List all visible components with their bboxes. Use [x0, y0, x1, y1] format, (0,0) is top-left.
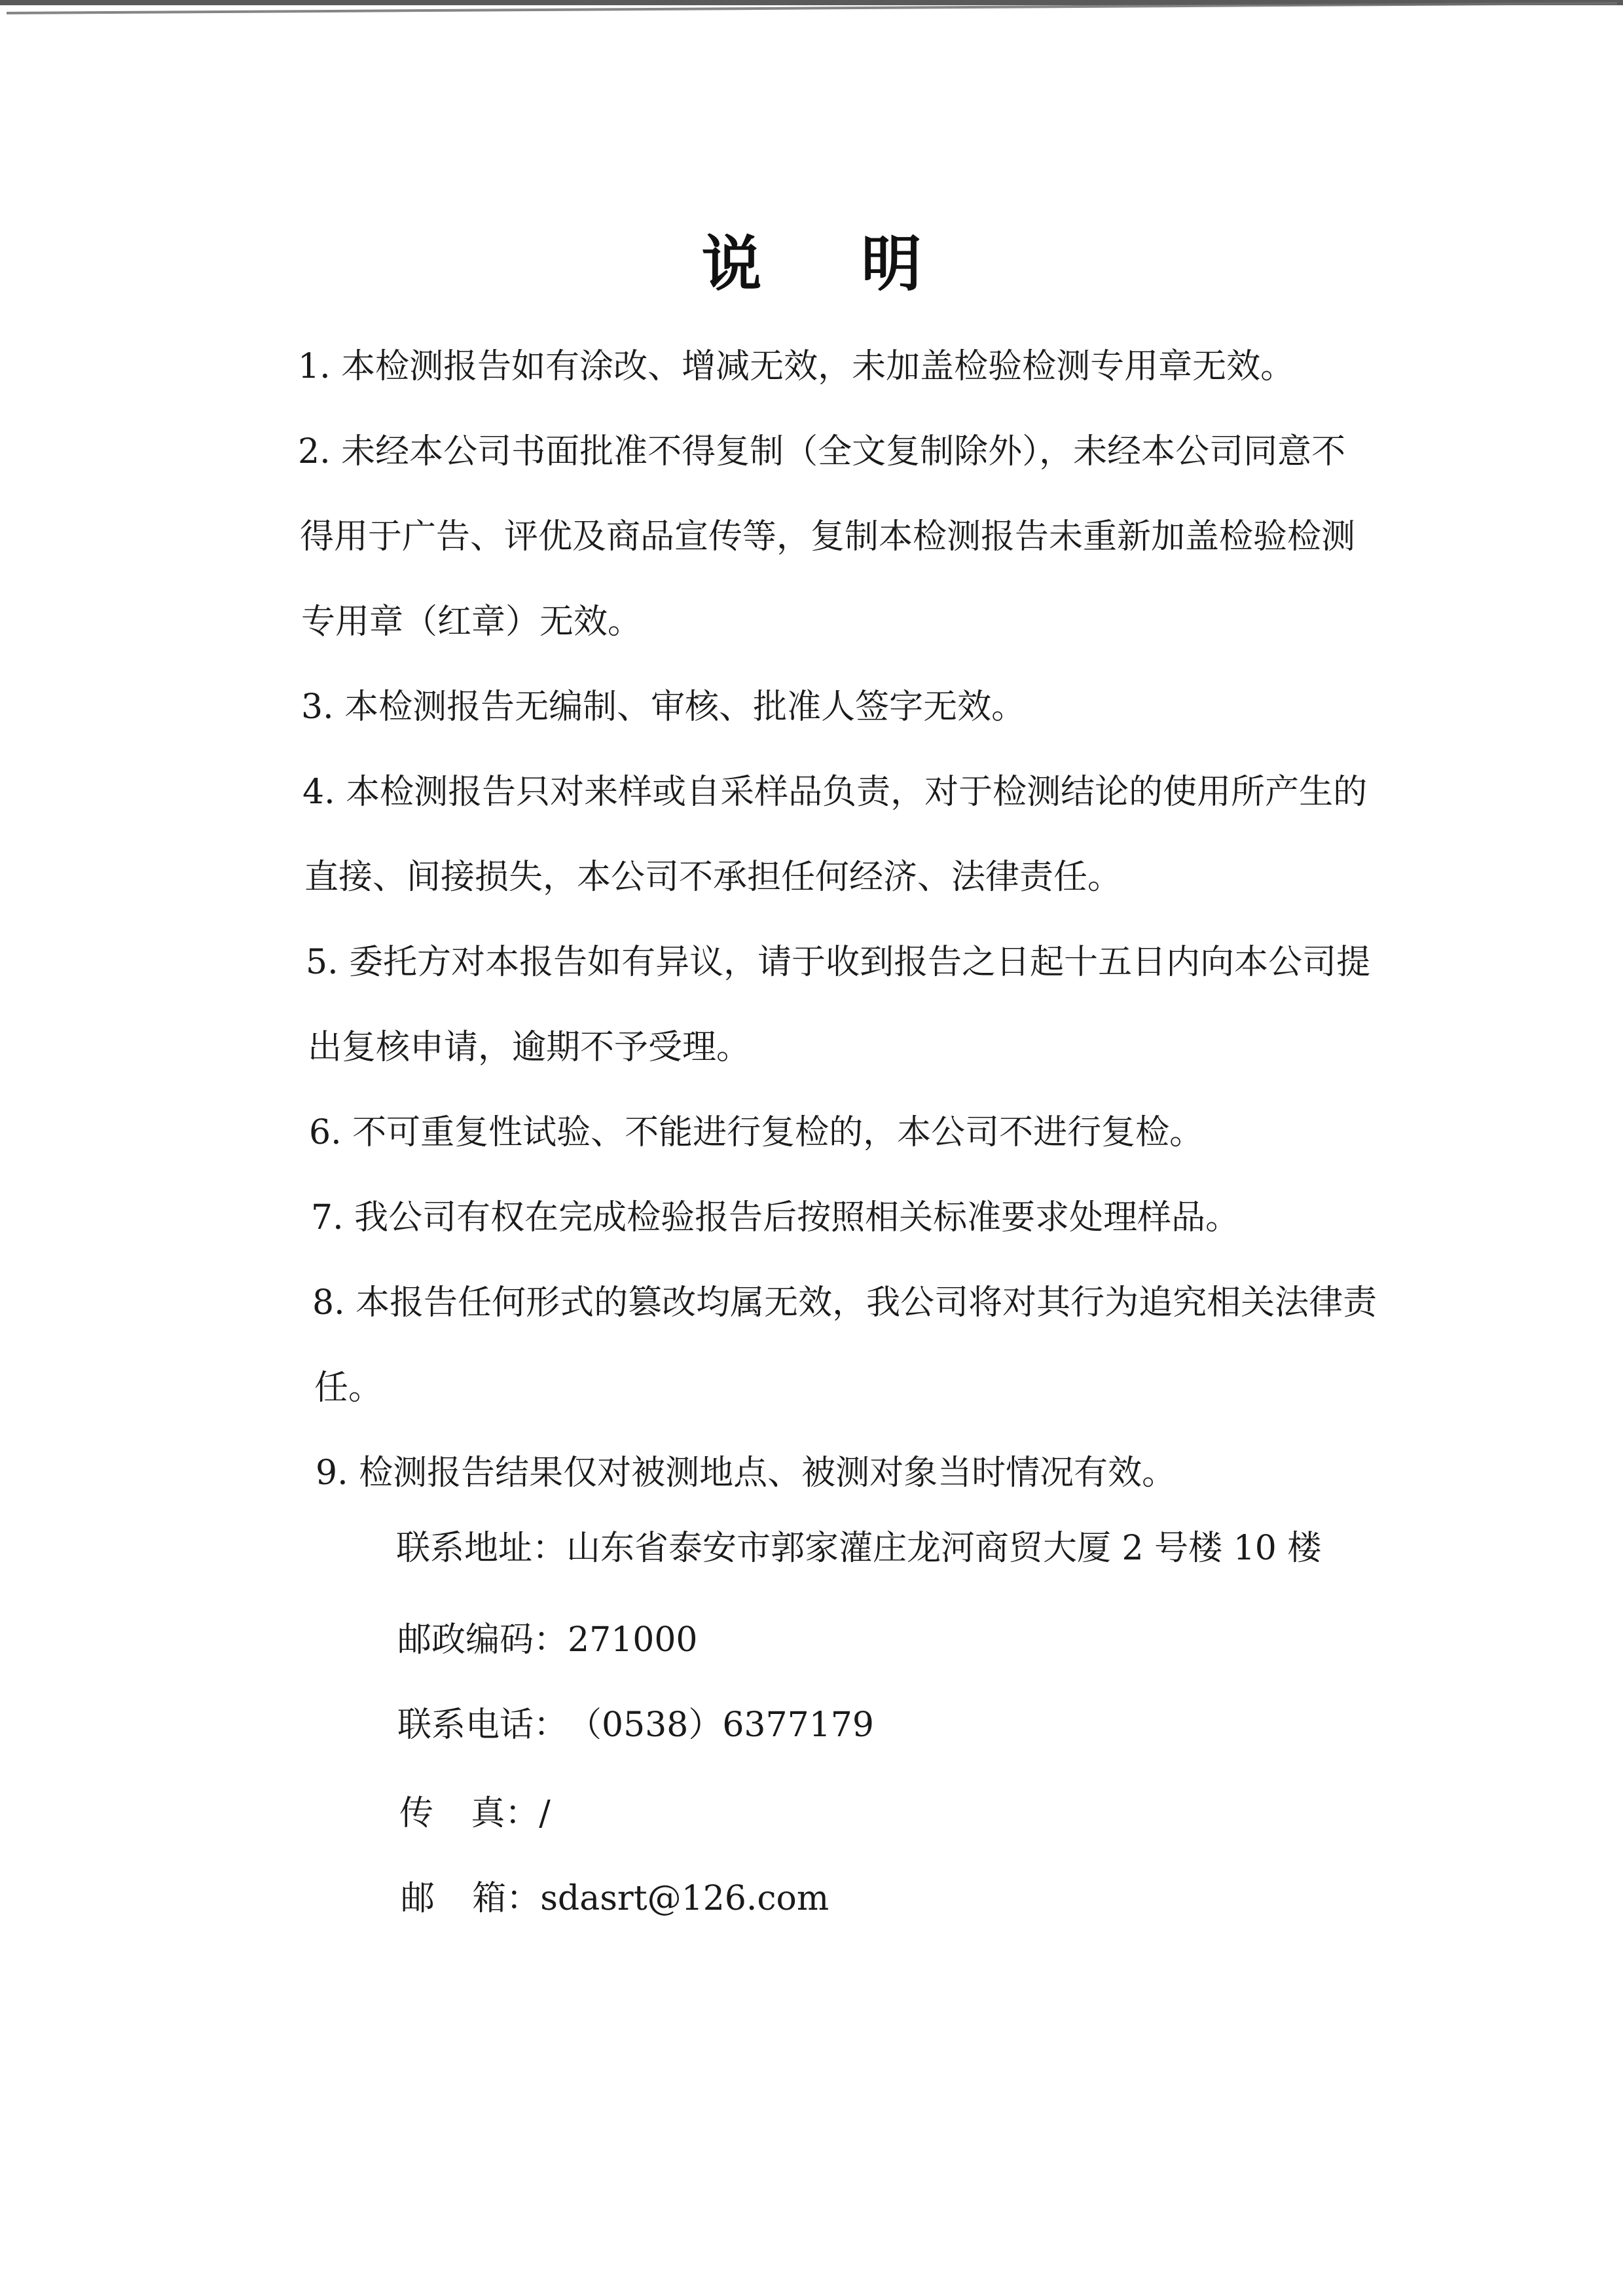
item-1-line-1 — [298, 347, 1294, 386]
contact-fax — [399, 1794, 551, 1833]
phone-value: （0538）6377179 — [568, 1705, 874, 1745]
item-number: 7. — [311, 1198, 344, 1237]
email-label-2: 箱： — [472, 1879, 541, 1918]
item-4-line-1 — [302, 773, 1367, 812]
item-text: 本报告任何形式的篡改均属无效，我公司将对其行为追究相关法律责 — [356, 1283, 1377, 1322]
item-2-line-2: 得用于广告、评优及商品宣传等，复制本检测报告未重新加盖检验检测 — [300, 517, 1356, 556]
item-text: 未经本公司书面批准不得复制（全文复制除外），未经本公司同意不 — [341, 432, 1346, 471]
phone-label: 联系电话： — [397, 1705, 568, 1745]
contact-email — [401, 1879, 829, 1918]
item-text: 不可重复性试验、不能进行复检的，本公司不进行复检。 — [352, 1113, 1204, 1152]
item-4-line-2: 直接、间接损失，本公司不承担任何经济、法律责任。 — [304, 858, 1122, 897]
item-2-line-3: 专用章（红章）无效。 — [301, 602, 642, 642]
fax-label-2: 真： — [471, 1794, 539, 1833]
page-title: 说 明 — [701, 229, 961, 299]
postcode-label: 邮政编码： — [397, 1620, 568, 1660]
fax-value: / — [539, 1794, 551, 1833]
item-number: 2. — [298, 432, 331, 471]
item-2-line-1 — [298, 432, 1345, 471]
item-text: 检测报告结果仅对被测地点、被测对象当时情况有效。 — [359, 1453, 1176, 1493]
item-number: 9. — [316, 1453, 348, 1493]
item-text: 本检测报告无编制、审核、批准人签字无效。 — [344, 687, 1026, 727]
postcode-value: 271000 — [568, 1620, 698, 1660]
item-text: 我公司有权在完成检验报告后按照相关标准要求处理样品。 — [354, 1198, 1240, 1237]
item-text: 本检测报告只对来样或自采样品负责，对于检测结论的使用所产生的 — [346, 773, 1368, 812]
item-number: 3. — [301, 687, 334, 727]
item-6-line-1 — [309, 1113, 1203, 1152]
item-3-line-1 — [301, 687, 1025, 727]
contact-address — [396, 1529, 1321, 1568]
item-5-line-1 — [306, 943, 1370, 982]
contact-postcode — [397, 1620, 698, 1660]
contact-phone — [397, 1705, 874, 1745]
item-8-line-1 — [312, 1283, 1377, 1322]
email-label-1: 邮 — [401, 1879, 473, 1918]
item-text: 委托方对本报告如有异议，请于收到报告之日起十五日内向本公司提 — [349, 943, 1371, 982]
address-label: 联系地址： — [396, 1529, 567, 1568]
item-8-line-2: 任。 — [314, 1368, 383, 1408]
fax-label-1: 传 — [399, 1794, 471, 1833]
item-number: 8. — [312, 1283, 345, 1322]
item-5-line-2: 出复核申请，逾期不予受理。 — [308, 1028, 751, 1067]
email-value[interactable]: sdasrt@126.com — [540, 1879, 830, 1918]
address-value: 山东省泰安市郭家灌庄龙河商贸大厦 2 号楼 10 楼 — [566, 1529, 1322, 1568]
item-7-line-1 — [311, 1198, 1239, 1237]
item-number: 1. — [298, 347, 331, 386]
item-number: 4. — [302, 773, 335, 812]
item-9-line-1 — [316, 1453, 1176, 1493]
item-text: 本检测报告如有涂改、增减无效，未加盖检验检测专用章无效。 — [341, 347, 1295, 386]
item-number: 5. — [306, 943, 338, 982]
item-number: 6. — [309, 1113, 342, 1152]
